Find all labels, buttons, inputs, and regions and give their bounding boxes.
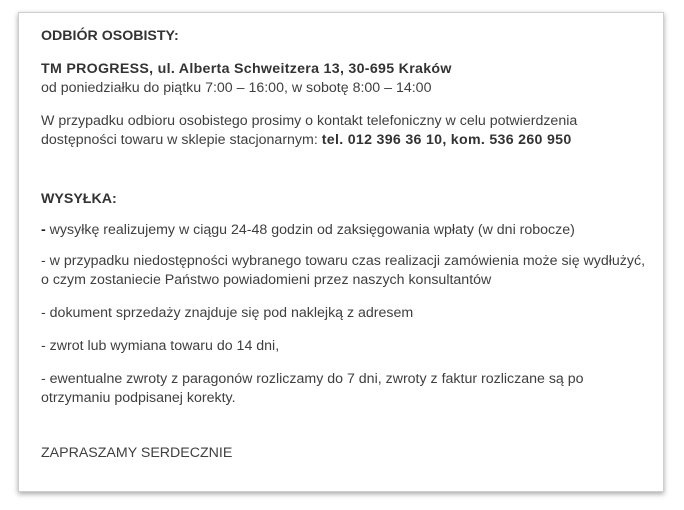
shipping-item-3: - dokument sprzedaży znajduje się pod naklejką z adresem [41,305,414,321]
shipping-item-4: - zwrot lub wymiana towaru do 14 dni, [41,338,280,354]
pickup-hours: od poniedziałku do piątku 7:00 – 16:00, w sobotę 8:00 – 14:00 [41,80,432,96]
info-content [41,27,655,463]
shipping-heading: WYSYŁKA: [41,191,117,207]
pickup-note-text: W przypadku odbioru osobistego prosimy o kontakt telefoniczny w celu potwierdzenia dostępności towaru w sklepie stacjonarnym: [41,113,578,148]
pickup-heading: ODBIÓR OSOBISTY: [41,28,179,44]
shipping-item-1 [41,221,655,240]
shipping-item-1-dash: - [41,222,46,238]
shipping-item-2: - w przypadku niedostępności wybranego towaru czas realizacji zamówienia może się wydłużyć, o czym zostaniecie Państwo powiadomieni przez naszych konsultantów [41,253,646,288]
pickup-note [41,112,655,150]
pickup-address: TM PROGRESS, ul. Alberta Schweitzera 13, 30-695 Kraków [41,61,452,77]
closing-text: ZAPRASZAMY SERDECZNIE [41,445,233,461]
shipping-item-5: - ewentualne zwroty z paragonów rozliczamy do 7 dni, zwroty z faktur rozliczane są po otrzymaniu podpisanej korekty. [41,371,584,406]
shipping-item-1-text: wysyłkę realizujemy w ciągu 24-48 godzin od zaksięgowania wpłaty (w dni robocze) [45,222,575,238]
pickup-phone: tel. 012 396 36 10, kom. 536 260 950 [321,132,572,148]
info-card [18,12,664,492]
